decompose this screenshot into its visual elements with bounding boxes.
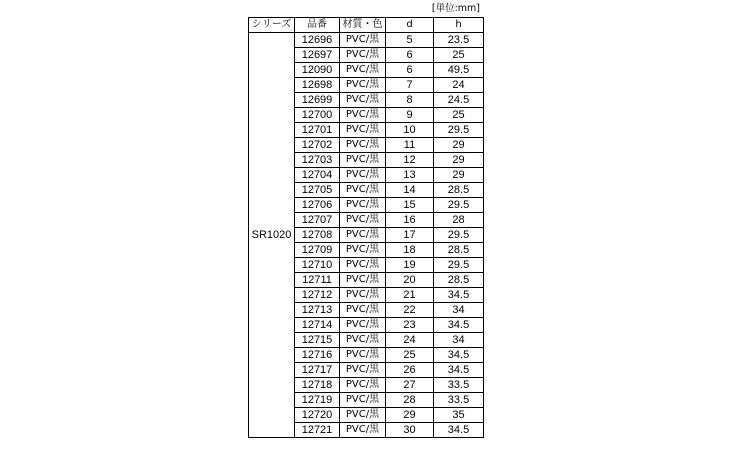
part-number-cell: 12706: [295, 198, 340, 213]
header-material-color: 材質・色: [340, 18, 386, 33]
part-number-cell: 12713: [295, 303, 340, 318]
part-number-cell: 12715: [295, 333, 340, 348]
material-color-cell: PVC/黒: [340, 423, 386, 438]
h-cell: 25: [434, 108, 484, 123]
d-cell: 17: [386, 228, 434, 243]
header-d: d: [386, 18, 434, 33]
material-color-cell: PVC/黒: [340, 243, 386, 258]
part-number-cell: 12710: [295, 258, 340, 273]
material-color-cell: PVC/黒: [340, 348, 386, 363]
material-color-cell: PVC/黒: [340, 228, 386, 243]
part-number-cell: 12704: [295, 168, 340, 183]
d-cell: 10: [386, 123, 434, 138]
material-color-cell: PVC/黒: [340, 213, 386, 228]
h-cell: 23.5: [434, 33, 484, 48]
d-cell: 23: [386, 318, 434, 333]
d-cell: 5: [386, 33, 434, 48]
h-cell: 28.5: [434, 183, 484, 198]
d-cell: 25: [386, 348, 434, 363]
part-number-cell: 12714: [295, 318, 340, 333]
unit-note: [単位:mm]: [431, 3, 480, 14]
d-cell: 26: [386, 363, 434, 378]
h-cell: 24.5: [434, 93, 484, 108]
part-number-cell: 12090: [295, 63, 340, 78]
d-cell: 22: [386, 303, 434, 318]
part-number-cell: 12698: [295, 78, 340, 93]
material-color-cell: PVC/黒: [340, 48, 386, 63]
part-number-cell: 12716: [295, 348, 340, 363]
header-h: h: [434, 18, 484, 33]
part-number-cell: 12721: [295, 423, 340, 438]
spec-table: [248, 17, 484, 438]
part-number-cell: 12709: [295, 243, 340, 258]
material-color-cell: PVC/黒: [340, 198, 386, 213]
material-color-cell: PVC/黒: [340, 93, 386, 108]
material-color-cell: PVC/黒: [340, 303, 386, 318]
d-cell: 27: [386, 378, 434, 393]
d-cell: 11: [386, 138, 434, 153]
h-cell: 34: [434, 303, 484, 318]
part-number-cell: 12717: [295, 363, 340, 378]
h-cell: 28: [434, 213, 484, 228]
h-cell: 34.5: [434, 348, 484, 363]
h-cell: 34: [434, 333, 484, 348]
h-cell: 35: [434, 408, 484, 423]
h-cell: 33.5: [434, 378, 484, 393]
material-color-cell: PVC/黒: [340, 378, 386, 393]
part-number-cell: 12711: [295, 273, 340, 288]
material-color-cell: PVC/黒: [340, 408, 386, 423]
part-number-cell: 12719: [295, 393, 340, 408]
d-cell: 14: [386, 183, 434, 198]
h-cell: 24: [434, 78, 484, 93]
material-color-cell: PVC/黒: [340, 258, 386, 273]
d-cell: 24: [386, 333, 434, 348]
d-cell: 29: [386, 408, 434, 423]
material-color-cell: PVC/黒: [340, 123, 386, 138]
h-cell: 29.5: [434, 228, 484, 243]
part-number-cell: 12718: [295, 378, 340, 393]
material-color-cell: PVC/黒: [340, 318, 386, 333]
material-color-cell: PVC/黒: [340, 273, 386, 288]
material-color-cell: PVC/黒: [340, 138, 386, 153]
part-number-cell: 12720: [295, 408, 340, 423]
h-cell: 28.5: [434, 243, 484, 258]
d-cell: 30: [386, 423, 434, 438]
h-cell: 28.5: [434, 273, 484, 288]
series-cell: SR1020: [249, 33, 295, 438]
d-cell: 8: [386, 93, 434, 108]
h-cell: 25: [434, 48, 484, 63]
material-color-cell: PVC/黒: [340, 333, 386, 348]
header-series: シリーズ: [249, 18, 295, 33]
d-cell: 21: [386, 288, 434, 303]
material-color-cell: PVC/黒: [340, 168, 386, 183]
part-number-cell: 12699: [295, 93, 340, 108]
h-cell: 29: [434, 138, 484, 153]
h-cell: 29: [434, 153, 484, 168]
material-color-cell: PVC/黒: [340, 393, 386, 408]
d-cell: 18: [386, 243, 434, 258]
h-cell: 29.5: [434, 123, 484, 138]
material-color-cell: PVC/黒: [340, 33, 386, 48]
d-cell: 9: [386, 108, 434, 123]
h-cell: 49.5: [434, 63, 484, 78]
d-cell: 20: [386, 273, 434, 288]
h-cell: 34.5: [434, 288, 484, 303]
d-cell: 16: [386, 213, 434, 228]
material-color-cell: PVC/黒: [340, 63, 386, 78]
d-cell: 13: [386, 168, 434, 183]
h-cell: 29.5: [434, 258, 484, 273]
part-number-cell: 12701: [295, 123, 340, 138]
material-color-cell: PVC/黒: [340, 363, 386, 378]
part-number-cell: 12703: [295, 153, 340, 168]
material-color-cell: PVC/黒: [340, 78, 386, 93]
part-number-cell: 12696: [295, 33, 340, 48]
material-color-cell: PVC/黒: [340, 108, 386, 123]
header-part-number: 品番: [295, 18, 340, 33]
part-number-cell: 12708: [295, 228, 340, 243]
d-cell: 19: [386, 258, 434, 273]
part-number-cell: 12700: [295, 108, 340, 123]
d-cell: 7: [386, 78, 434, 93]
part-number-cell: 12705: [295, 183, 340, 198]
table-row: [249, 33, 484, 48]
d-cell: 28: [386, 393, 434, 408]
part-number-cell: 12702: [295, 138, 340, 153]
d-cell: 6: [386, 48, 434, 63]
header-row: [249, 18, 484, 33]
h-cell: 34.5: [434, 423, 484, 438]
h-cell: 34.5: [434, 318, 484, 333]
d-cell: 15: [386, 198, 434, 213]
material-color-cell: PVC/黒: [340, 153, 386, 168]
h-cell: 34.5: [434, 363, 484, 378]
material-color-cell: PVC/黒: [340, 183, 386, 198]
h-cell: 29: [434, 168, 484, 183]
part-number-cell: 12707: [295, 213, 340, 228]
part-number-cell: 12697: [295, 48, 340, 63]
material-color-cell: PVC/黒: [340, 288, 386, 303]
part-number-cell: 12712: [295, 288, 340, 303]
d-cell: 12: [386, 153, 434, 168]
h-cell: 29.5: [434, 198, 484, 213]
d-cell: 6: [386, 63, 434, 78]
h-cell: 33.5: [434, 393, 484, 408]
